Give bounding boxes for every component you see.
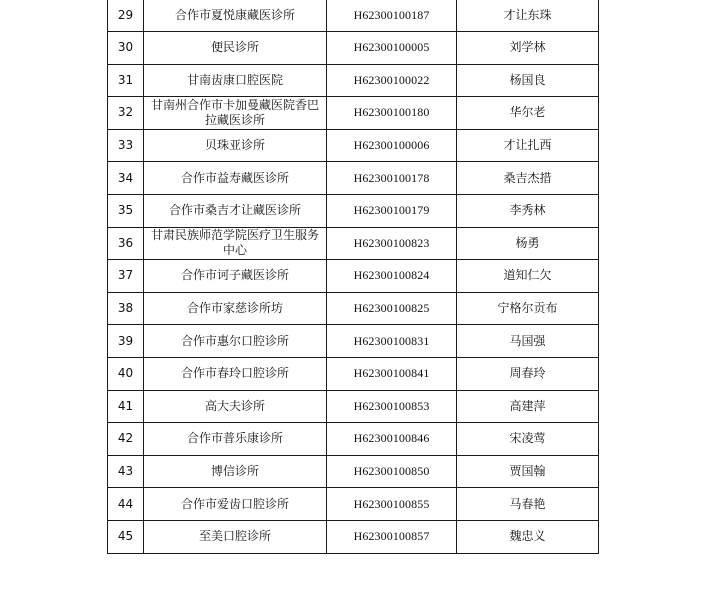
institution-code: H62300100841 <box>327 357 457 390</box>
row-number: 32 <box>108 97 144 130</box>
institution-code: H62300100824 <box>327 260 457 293</box>
row-number: 36 <box>108 227 144 260</box>
clinic-registry-table <box>107 0 599 554</box>
table-row <box>108 32 599 65</box>
table-row <box>108 194 599 227</box>
institution-code: H62300100850 <box>327 455 457 488</box>
institution-code: H62300100187 <box>327 0 457 32</box>
table-row <box>108 357 599 390</box>
responsible-person: 桑吉杰措 <box>457 162 599 195</box>
institution-name: 合作市家慈诊所坊 <box>144 292 327 325</box>
row-number: 40 <box>108 357 144 390</box>
institution-code: H62300100846 <box>327 423 457 456</box>
responsible-person: 刘学林 <box>457 32 599 65</box>
responsible-person: 华尔老 <box>457 97 599 130</box>
institution-code: H62300100853 <box>327 390 457 423</box>
row-number: 38 <box>108 292 144 325</box>
institution-code: H62300100180 <box>327 97 457 130</box>
row-number: 42 <box>108 423 144 456</box>
institution-code: H62300100006 <box>327 129 457 162</box>
responsible-person: 李秀林 <box>457 194 599 227</box>
table-row <box>108 423 599 456</box>
table-row <box>108 129 599 162</box>
table-row <box>108 260 599 293</box>
institution-name: 甘肃民族师范学院医疗卫生服务中心 <box>144 227 327 260</box>
row-number: 34 <box>108 162 144 195</box>
institution-name: 合作市普乐康诊所 <box>144 423 327 456</box>
responsible-person: 贾国翰 <box>457 455 599 488</box>
institution-code: H62300100178 <box>327 162 457 195</box>
institution-code: H62300100825 <box>327 292 457 325</box>
row-number: 37 <box>108 260 144 293</box>
responsible-person: 宋凌莺 <box>457 423 599 456</box>
institution-code: H62300100022 <box>327 64 457 97</box>
institution-code: H62300100857 <box>327 520 457 553</box>
row-number: 35 <box>108 194 144 227</box>
institution-name: 便民诊所 <box>144 32 327 65</box>
row-number: 45 <box>108 520 144 553</box>
institution-code: H62300100823 <box>327 227 457 260</box>
responsible-person: 道知仁欠 <box>457 260 599 293</box>
table-row <box>108 292 599 325</box>
responsible-person: 马国强 <box>457 325 599 358</box>
responsible-person: 才让扎西 <box>457 129 599 162</box>
institution-name: 至美口腔诊所 <box>144 520 327 553</box>
institution-code: H62300100005 <box>327 32 457 65</box>
institution-code: H62300100831 <box>327 325 457 358</box>
responsible-person: 杨勇 <box>457 227 599 260</box>
responsible-person: 才让东珠 <box>457 0 599 32</box>
institution-name: 合作市桑吉才让藏医诊所 <box>144 194 327 227</box>
row-number: 30 <box>108 32 144 65</box>
institution-name: 甘南州合作市卡加曼藏医院香巴拉藏医诊所 <box>144 97 327 130</box>
institution-name: 贝珠亚诊所 <box>144 129 327 162</box>
institution-name: 合作市爱齿口腔诊所 <box>144 488 327 521</box>
table-row <box>108 488 599 521</box>
institution-name: 合作市夏悦康藏医诊所 <box>144 0 327 32</box>
table-row <box>108 64 599 97</box>
row-number: 44 <box>108 488 144 521</box>
table-row <box>108 0 599 32</box>
row-number: 39 <box>108 325 144 358</box>
row-number: 29 <box>108 0 144 32</box>
responsible-person: 高建萍 <box>457 390 599 423</box>
responsible-person: 杨国良 <box>457 64 599 97</box>
institution-name: 博信诊所 <box>144 455 327 488</box>
table-body <box>108 0 599 553</box>
row-number: 31 <box>108 64 144 97</box>
institution-name: 甘南齿康口腔医院 <box>144 64 327 97</box>
responsible-person: 魏忠义 <box>457 520 599 553</box>
table-row <box>108 520 599 553</box>
table-row <box>108 390 599 423</box>
responsible-person: 马春艳 <box>457 488 599 521</box>
responsible-person: 宁格尔贡布 <box>457 292 599 325</box>
institution-name: 合作市春玲口腔诊所 <box>144 357 327 390</box>
row-number: 33 <box>108 129 144 162</box>
table-row <box>108 162 599 195</box>
institution-name: 合作市诃子藏医诊所 <box>144 260 327 293</box>
institution-code: H62300100855 <box>327 488 457 521</box>
table-row <box>108 325 599 358</box>
responsible-person: 周春玲 <box>457 357 599 390</box>
institution-name: 合作市益寿藏医诊所 <box>144 162 327 195</box>
table-row <box>108 97 599 130</box>
institution-name: 合作市惠尔口腔诊所 <box>144 325 327 358</box>
row-number: 43 <box>108 455 144 488</box>
table-row <box>108 455 599 488</box>
row-number: 41 <box>108 390 144 423</box>
table-row <box>108 227 599 260</box>
institution-name: 高大夫诊所 <box>144 390 327 423</box>
institution-code: H62300100179 <box>327 194 457 227</box>
